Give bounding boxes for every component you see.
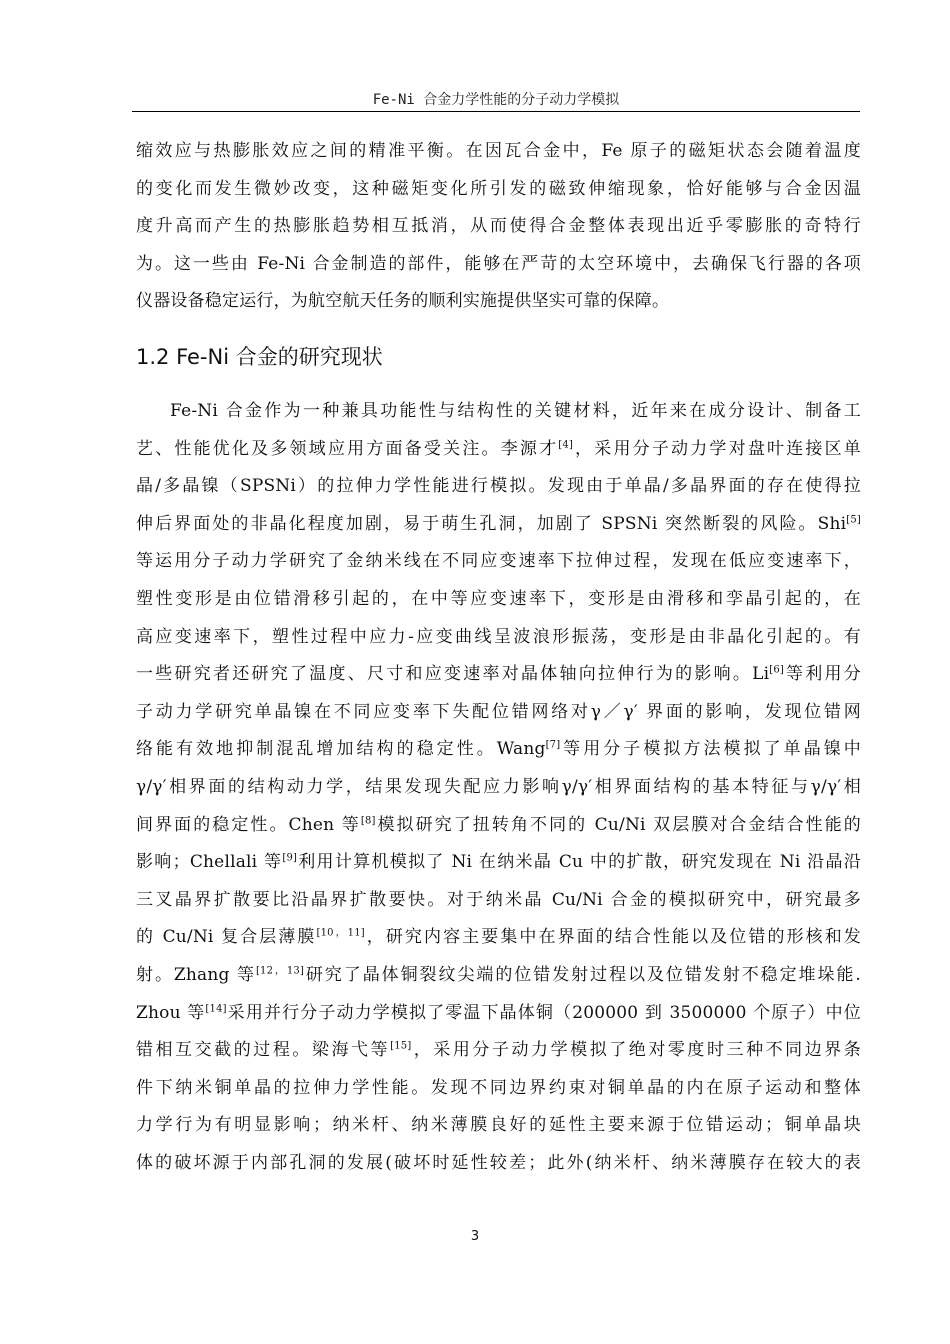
- paragraph-continued: [136, 133, 861, 321]
- text-line: 度升高而产生的热膨胀趋势相互抵消，从而使得合金整体表现出近乎零膨胀的奇特行: [136, 216, 861, 237]
- text-line: Zhou 等[14]采用并行分子动力学模拟了零温下晶体铜（200000 到 3500000 个原子）中位: [136, 1002, 861, 1023]
- text-line: 伸后界面处的非晶化程度加剧，易于萌生孔洞，加剧了 SPSNi 突然断裂的风险。Shi[5]: [136, 513, 861, 534]
- citation-marker: [15]: [390, 1040, 412, 1052]
- text-line: 的 Cu/Ni 复合层薄膜[10，11]，研究内容主要集中在界面的结合性能以及位错的形核和发: [136, 927, 862, 948]
- text-line: 错相互交截的过程。梁海弋等[15]，采用分子动力学模拟了绝对零度时三种不同边界条: [136, 1040, 861, 1061]
- text-line: 晶/多晶镍（SPSNi）的拉伸力学性能进行模拟。发现由于单晶/多晶界面的存在使得拉: [136, 476, 861, 497]
- text-line: 络能有效地抑制混乱增加结构的稳定性。Wang[7]等用分子模拟方法模拟了单晶镍中: [136, 739, 861, 760]
- header-rule: [132, 111, 860, 112]
- paragraph-research-status: [136, 393, 861, 1182]
- text-line: 缩效应与热膨胀效应之间的精准平衡。在因瓦合金中，Fe 原子的磁矩状态会随着温度: [136, 141, 861, 161]
- text-line: 的变化而发生微妙改变，这种磁矩变化所引发的磁致伸缩现象，恰好能够与合金因温: [136, 178, 861, 199]
- text-line: γ/γ′相界面的结构动力学，结果发现失配应力影响γ/γ′相界面结构的基本特征与γ/γ′相: [136, 776, 861, 797]
- text-line: 影响；Chellali 等[9]利用计算机模拟了 Ni 在纳米晶 Cu 中的扩散，研究发现在 Ni 沿晶沿: [136, 852, 862, 873]
- citation-marker: [8]: [360, 814, 376, 826]
- text-line: 体的破坏源于内部孔洞的发展(破坏时延性较差；此外(纳米杆、纳米薄膜存在较大的表: [136, 1152, 861, 1173]
- citation-marker: [10，11]: [316, 927, 365, 939]
- citation-marker: [9]: [282, 852, 298, 864]
- text-line: 力学行为有明显影响；纳米杆、纳米薄膜良好的延性主要来源于位错运动；铜单晶块: [136, 1115, 861, 1136]
- citation-marker: [4]: [558, 438, 574, 450]
- page-number: 3: [470, 1229, 480, 1244]
- citation-marker: [7]: [545, 739, 561, 751]
- text-line: 射。Zhang 等[12，13]研究了晶体铜裂纹尖端的位错发射过程以及位错发射不稳定堆垛能.: [136, 964, 861, 985]
- text-line: 为。这一些由 Fe-Ni 合金制造的部件，能够在严苛的太空环境中，去确保飞行器的各项: [136, 253, 861, 274]
- text-line: 高应变速率下，塑性过程中应力-应变曲线呈波浪形振荡，变形是由非晶化引起的。有: [136, 626, 861, 647]
- citation-marker: [6]: [769, 664, 784, 676]
- text-line: 件下纳米铜单晶的拉伸力学性能。发现不同边界约束对铜单晶的内在原子运动和整体: [136, 1077, 861, 1098]
- text-line: 子动力学研究单晶镍在不同应变率下失配位错网络对γ／γ′ 界面的影响，发现位错网: [136, 701, 861, 722]
- text-line: Fe-Ni 合金作为一种兼具功能性与结构性的关键材料，近年来在成分设计、制备工: [170, 401, 861, 421]
- text-line: 仪器设备稳定运行，为航空航天任务的顺利实施提供坚实可靠的保障。: [136, 291, 670, 312]
- text-line: 塑性变形是由位错滑移引起的，在中等应变速率下，变形是由滑移和孪晶引起的，在: [136, 588, 861, 609]
- citation-marker: [12，13]: [255, 965, 305, 977]
- running-header: Fe-Ni 合金力学性能的分子动力学模拟: [372, 92, 620, 108]
- citation-marker: [5]: [846, 514, 861, 526]
- section-heading: 1.2 Fe-Ni 合金的研究现状: [136, 345, 383, 369]
- text-line: 等运用分子动力学研究了金纳米线在不同应变速率下拉伸过程，发现在低应变速率下，: [136, 551, 861, 572]
- text-line: 三叉晶界扩散要比沿晶界扩散要快。对于纳米晶 Cu/Ni 合金的模拟研究中，研究最多: [136, 889, 861, 910]
- text-line: 艺、性能优化及多领域应用方面备受关注。李源才[4]，采用分子动力学对盘叶连接区单: [136, 438, 861, 459]
- text-line: 间界面的稳定性。Chen 等[8]模拟研究了扭转角不同的 Cu/Ni 双层膜对合金结合性能的: [136, 814, 862, 835]
- text-line: 一些研究者还研究了温度、尺寸和应变速率对晶体轴向拉伸行为的影响。Li[6]等利用分: [136, 664, 861, 685]
- citation-marker: [14]: [205, 1002, 227, 1014]
